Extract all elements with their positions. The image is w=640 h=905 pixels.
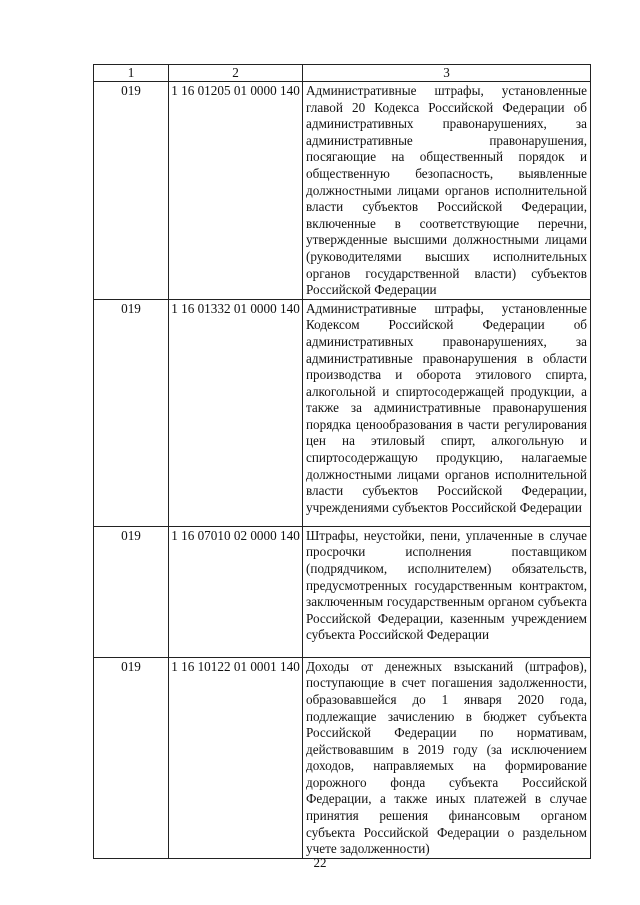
kbk-code-cell: 1 16 01205 01 0000 140 bbox=[169, 82, 303, 300]
kbk-code-cell: 1 16 01332 01 0000 140 bbox=[169, 299, 303, 526]
description-cell: Административные штрафы, установленные главой 20 Кодекса Российской Федерации об административных правонарушениях, за административные правонарушения, посягающие на общественный порядок и общественную безопасность, выявленные должностными лицами органов исполнительной власти субъектов Российской Федерации, включенные в соответствующие перечни, утвержденные высшими должностными лицами (руководителями высших исполнительных органов государственной власти) субъектов Российской Федерации bbox=[303, 82, 591, 300]
description-cell: Доходы от денежных взысканий (штрафов), поступающие в счет погашения задолженности, образовавшейся до 1 января 2020 года, подлежащие зачислению в бюджет субъекта Российской Федерации по нормативам, действовавшим в 2019 году (за исключением доходов, направляемых на формирование дорожного фонда субъекта Российской Федерации, а также иных платежей в случае принятия решения финансовым органом субъекта Российской Федерации о раздельном учете задолженности) bbox=[303, 657, 591, 858]
table-row bbox=[94, 526, 591, 657]
admin-code-cell: 019 bbox=[94, 526, 169, 657]
column-header: 2 bbox=[169, 65, 303, 82]
admin-code-cell: 019 bbox=[94, 299, 169, 526]
admin-code-cell: 019 bbox=[94, 657, 169, 858]
table-row bbox=[94, 299, 591, 526]
table-row bbox=[94, 82, 591, 300]
description-cell: Штрафы, неустойки, пени, уплаченные в случае просрочки исполнения поставщиком (подрядчиком, исполнителем) обязательств, предусмотренных государственным контрактом, заключенным государственным органом субъекта Российской Федерации, казенным учреждением субъекта Российской Федерации bbox=[303, 526, 591, 657]
kbk-code-cell: 1 16 07010 02 0000 140 bbox=[169, 526, 303, 657]
revenue-codes-table bbox=[93, 64, 591, 859]
column-header: 1 bbox=[94, 65, 169, 82]
description-cell: Административные штрафы, установленные Кодексом Российской Федерации об административных правонарушениях, за административные правонарушения в области производства и оборота этилового спирта, алкогольной и спиртосодержащей продукции, а также за административные правонарушения порядка ценообразования в части регулирования цен на этиловый спирт, алкогольную и спиртосодержащую продукцию, налагаемые должностными лицами органов исполнительной власти субъектов Российской Федерации, учреждениями субъектов Российской Федерации bbox=[303, 299, 591, 526]
admin-code-cell: 019 bbox=[94, 82, 169, 300]
table-row bbox=[94, 657, 591, 858]
table-header-row bbox=[94, 65, 591, 82]
kbk-code-cell: 1 16 10122 01 0001 140 bbox=[169, 657, 303, 858]
column-header: 3 bbox=[303, 65, 591, 82]
page-number: 22 bbox=[313, 855, 327, 870]
